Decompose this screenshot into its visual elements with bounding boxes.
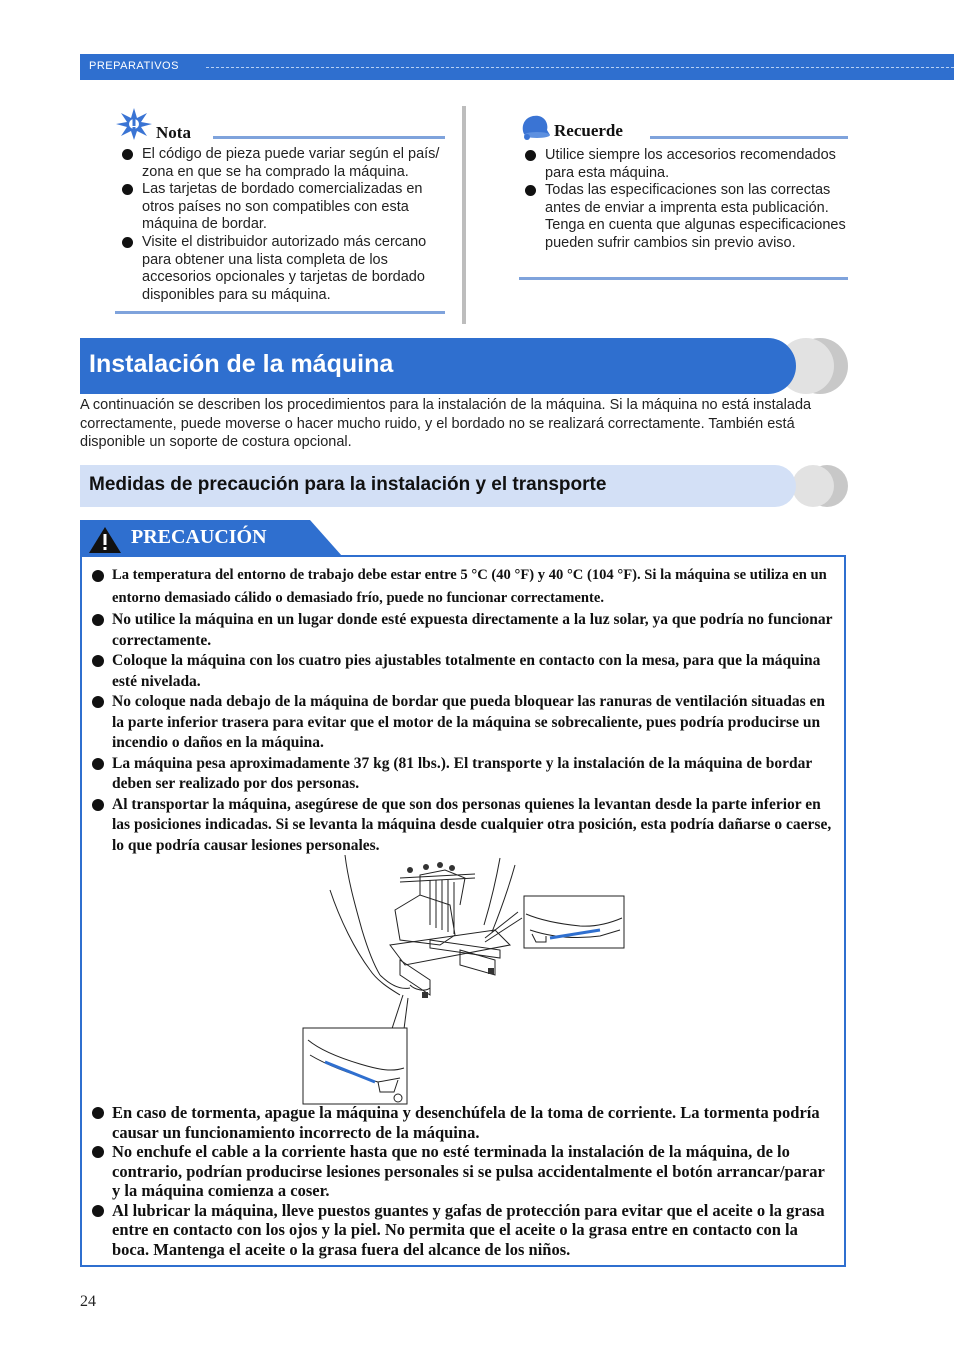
bullet-icon <box>525 185 536 196</box>
subheading-decor-circle <box>792 465 834 507</box>
bullet-icon <box>122 237 133 248</box>
list-item: Al transportar la máquina, asegúrese de que son dos personas quienes la levantan desde la parte inferior en las posiciones indicadas. Si se levanta la máquina desde cualquier otra posición, esta podría dañarse o caerse, lo que podría causar lesiones personales. <box>88 795 836 857</box>
memo-title: Recuerde <box>554 121 623 140</box>
note-list <box>116 146 452 304</box>
caution-list-bottom <box>88 1103 836 1259</box>
list-item: No coloque nada debajo de la máquina de bordar que pueda bloquear las ranuras de ventilación situadas en la parte inferior trasera para evitar que el motor de la máquina se sobrecaliente, pues podría producirse un incendio o daños en la máquina. <box>88 692 836 754</box>
bell-icon <box>518 112 552 142</box>
memo-list <box>519 147 851 253</box>
machine-lifting-illustration <box>300 850 630 1106</box>
page-number: 24 <box>80 1293 96 1310</box>
section-header-bar <box>80 54 954 80</box>
section-intro: A continuación se describen los procedimientos para la instalación de la máquina. Si la máquina no está instalada correctamente, puede moverse o hacer mucho ruido, y el bordado no se realizará correctamente. También está disponible un soporte de costura opcional. <box>80 397 812 450</box>
bullet-icon <box>92 655 104 667</box>
section-title: Instalación de la máquina <box>89 350 394 378</box>
bullet-icon <box>92 758 104 770</box>
bullet-icon <box>92 614 104 626</box>
column-divider <box>462 106 466 324</box>
list-item: No utilice la máquina en un lugar donde esté expuesta directamente a la luz solar, ya que podría no funcionar correctamente. <box>88 610 836 651</box>
memo-bottom-rule <box>519 277 848 280</box>
list-item: Al lubricar la máquina, lleve puestos guantes y gafas de protección para evitar que el aceite o la grasa entre en contacto con los ojos y la piel. No permita que el aceite o la grasa entre en contacto con la boca. Mantenga el aceite o la grasa fuera del alcance de los niños. <box>88 1201 836 1260</box>
list-item: El código de pieza puede variar según el país/ zona en que se ha comprado la máquina. <box>116 146 452 181</box>
memo-title-rule <box>650 136 848 139</box>
bullet-icon <box>92 1205 104 1217</box>
list-item: No enchufe el cable a la corriente hasta que no esté terminada la instalación de la máquina, de lo contrario, podrían producirse lesiones personales si se pulsa accidentalmente el botón arrancar/parar y la máquina comienza a coser. <box>88 1142 836 1201</box>
header-dashed-line <box>206 67 954 68</box>
caution-list-top <box>88 564 836 856</box>
list-item: La temperatura del entorno de trabajo debe estar entre 5 °C (40 °F) y 40 °C (104 °F). Si la máquina se utiliza en un entorno demasiado cálido o demasiado frío, puede no funcionar correctamente. <box>88 564 836 610</box>
list-item: En caso de tormenta, apague la máquina y desenchúfela de la toma de corriente. La tormenta podría causar un funcionamiento incorrecto de la máquina. <box>88 1103 836 1142</box>
note-title-rule <box>213 136 445 139</box>
subsection-title: Medidas de precaución para la instalación y el transporte <box>89 474 607 495</box>
warning-icon <box>88 526 122 554</box>
note-bottom-rule <box>115 311 445 314</box>
bullet-icon <box>122 184 133 195</box>
bullet-icon <box>92 696 104 708</box>
section-header-label: PREPARATIVOS <box>89 60 179 72</box>
list-item: La máquina pesa aproximadamente 37 kg (81 lbs.). El transporte y la instalación de la máquina de bordar deben ser realizado por dos personas. <box>88 754 836 795</box>
note-title: Nota <box>156 123 191 142</box>
bullet-icon <box>92 799 104 811</box>
list-item: Todas las especificaciones son las correctas antes de enviar a imprenta esta publicación. Tenga en cuenta que algunas especificaciones pueden sufrir cambios sin previo aviso. <box>519 182 851 252</box>
bullet-icon <box>122 149 133 160</box>
list-item: Utilice siempre los accesorios recomendados para esta máquina. <box>519 147 851 182</box>
bullet-icon <box>92 1107 104 1119</box>
bullet-icon <box>525 150 536 161</box>
list-item: Las tarjetas de bordado comercializadas en otros países no son compatibles con esta máquina de bordar. <box>116 181 452 234</box>
bullet-icon <box>92 1146 104 1158</box>
note-icon <box>115 107 153 141</box>
list-item: Coloque la máquina con los cuatro pies ajustables totalmente en contacto con la mesa, para que la máquina esté nivelada. <box>88 651 836 692</box>
bullet-icon <box>92 570 104 582</box>
list-item: Visite el distribuidor autorizado más cercano para obtener una lista completa de los accesorios opcionales y tarjetas de bordado disponibles para su máquina. <box>116 234 452 304</box>
caution-title: PRECAUCIÓN <box>131 526 267 548</box>
